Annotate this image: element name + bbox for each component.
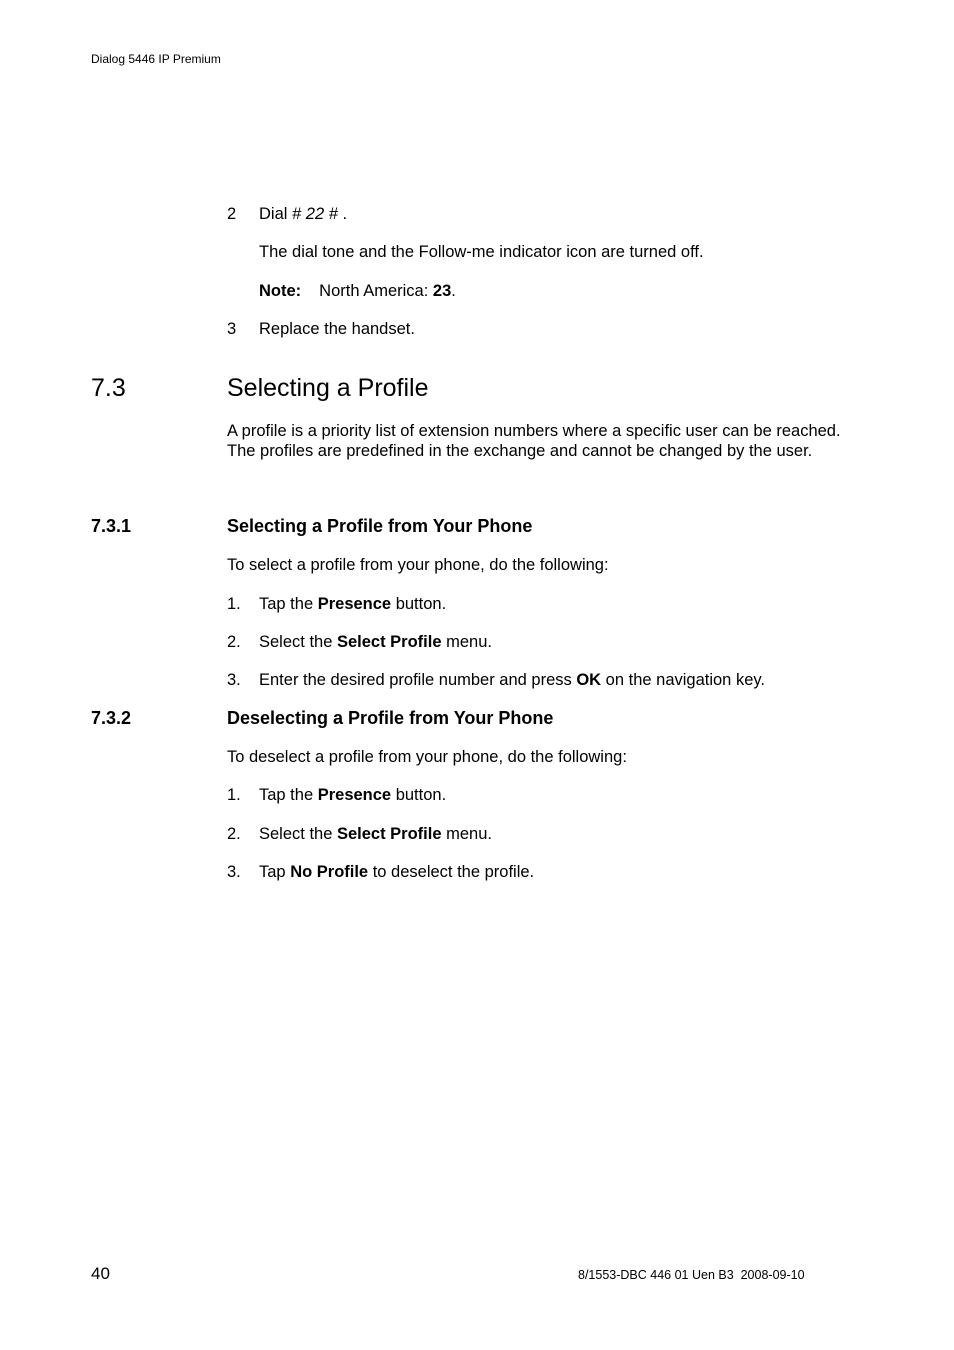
- document-reference: 8/1553-DBC 446 01 Uen B3 2008-09-10: [578, 1268, 805, 1282]
- list-text: Tap: [259, 863, 291, 881]
- section-paragraph: A profile is a priority list of extension numbers where a specific user can be reached. The profiles are predefined in the exchange and cannot be changed by the user.: [227, 422, 841, 460]
- list-text: Select the: [259, 825, 337, 843]
- list-emphasis: Presence: [317, 786, 392, 804]
- note: [259, 281, 456, 301]
- subsection-intro: To select a profile from your phone, do the following:: [227, 556, 609, 574]
- step-text: Replace the handset.: [259, 320, 415, 338]
- list-text: Tap the: [259, 595, 318, 613]
- step-prefix: Dial: [259, 205, 293, 223]
- list-text: menu.: [441, 633, 492, 651]
- list-number: 1.: [227, 786, 241, 804]
- list-text: button.: [391, 595, 447, 613]
- note-value: 23: [432, 282, 452, 300]
- subsection-title: Deselecting a Profile from Your Phone: [227, 708, 554, 728]
- list-item: [259, 862, 534, 882]
- list-number: 3.: [227, 863, 241, 881]
- step-result-text: The dial tone and the Follow-me indicator icon are turned off.: [259, 243, 704, 261]
- list-emphasis: Select Profile: [336, 825, 442, 843]
- list-text: button.: [391, 786, 447, 804]
- list-emphasis: Select Profile: [336, 633, 442, 651]
- list-number: 2.: [227, 633, 241, 651]
- list-number: 2.: [227, 825, 241, 843]
- list-item: [259, 594, 446, 614]
- list-text: on the navigation key.: [601, 671, 765, 689]
- subsection-number: 7.3.2: [91, 708, 132, 728]
- section-title: Selecting a Profile: [227, 374, 429, 402]
- subsection-intro: To deselect a profile from your phone, do the following:: [227, 748, 627, 766]
- step-text: [259, 204, 347, 224]
- note-label: Note:: [259, 282, 302, 300]
- list-text: to deselect the profile.: [368, 863, 535, 881]
- section-number: 7.3: [91, 374, 126, 402]
- running-header: Dialog 5446 IP Premium: [91, 52, 221, 66]
- list-emphasis: Presence: [317, 595, 392, 613]
- step-number: 3: [227, 320, 237, 338]
- subsection-title: Selecting a Profile from Your Phone: [227, 516, 533, 536]
- list-text: Select the: [259, 633, 337, 651]
- list-text: Tap the: [259, 786, 318, 804]
- subsection-number: 7.3.1: [91, 516, 132, 536]
- list-text: menu.: [441, 825, 492, 843]
- list-item: [259, 824, 492, 844]
- list-item: [259, 785, 446, 805]
- list-number: 1.: [227, 595, 241, 613]
- list-emphasis: No Profile: [290, 863, 369, 881]
- note-end: .: [451, 282, 456, 300]
- list-number: 3.: [227, 671, 241, 689]
- note-text: North America:: [319, 282, 433, 300]
- list-emphasis: OK: [576, 671, 602, 689]
- step-suffix: .: [337, 205, 348, 223]
- step-number: 2: [227, 205, 237, 223]
- list-text: Enter the desired profile number and press: [259, 671, 577, 689]
- dial-code: # 22 #: [292, 205, 338, 223]
- page-number: 40: [91, 1264, 110, 1283]
- list-item: [259, 670, 765, 690]
- list-item: [259, 632, 492, 652]
